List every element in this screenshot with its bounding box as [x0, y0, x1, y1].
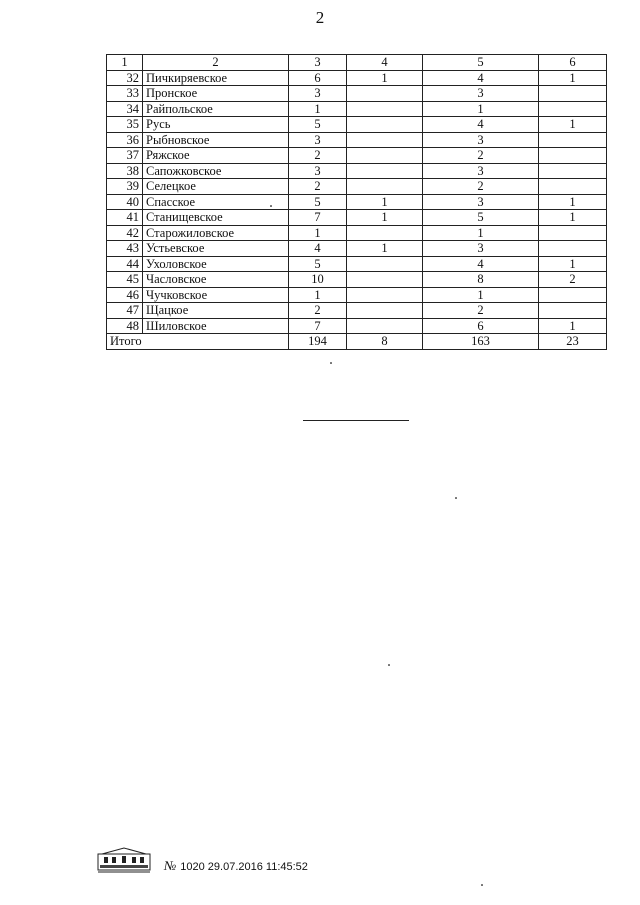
table-cell: 3 [423, 86, 539, 102]
table-cell [347, 256, 423, 272]
table-cell: 7 [289, 210, 347, 226]
table-cell: 1 [347, 70, 423, 86]
table-cell: 2 [539, 272, 607, 288]
table-cell: 1 [423, 225, 539, 241]
table-row [107, 86, 607, 102]
table-cell: Часловское [143, 272, 289, 288]
table-cell: 5 [289, 117, 347, 133]
table-cell: 1 [289, 101, 347, 117]
table-cell: 45 [107, 272, 143, 288]
table-cell [347, 101, 423, 117]
table-cell: 4 [423, 117, 539, 133]
table-cell: 36 [107, 132, 143, 148]
table-cell [539, 86, 607, 102]
table-cell: 1 [539, 256, 607, 272]
scan-speck [388, 664, 390, 666]
table-cell: 35 [107, 117, 143, 133]
table-cell: 2 [423, 303, 539, 319]
table-cell: Пронское [143, 86, 289, 102]
table-cell [539, 241, 607, 257]
table-cell: 5 [289, 194, 347, 210]
table-cell: 1 [347, 210, 423, 226]
total-cell: 23 [539, 334, 607, 350]
table-cell: 1 [423, 287, 539, 303]
header-cell: 6 [539, 55, 607, 71]
table-cell [347, 179, 423, 195]
page-number: 2 [315, 8, 325, 27]
table-cell: Щацкое [143, 303, 289, 319]
table-cell: 33 [107, 86, 143, 102]
table-header-row [107, 55, 607, 71]
table-cell: 2 [423, 148, 539, 164]
table-cell [347, 272, 423, 288]
table-cell: Русь [143, 117, 289, 133]
table-cell [347, 318, 423, 334]
table-row [107, 179, 607, 195]
table-cell: 5 [423, 210, 539, 226]
table-cell: 2 [423, 179, 539, 195]
table-cell: 10 [289, 272, 347, 288]
total-row [107, 334, 607, 350]
table-cell: 38 [107, 163, 143, 179]
table-cell: 40 [107, 194, 143, 210]
table-cell: 3 [423, 241, 539, 257]
table-cell: Чучковское [143, 287, 289, 303]
emblem-icon [96, 846, 152, 874]
table-cell: 47 [107, 303, 143, 319]
table-cell: Райпольское [143, 101, 289, 117]
table-row [107, 318, 607, 334]
header-cell: 5 [423, 55, 539, 71]
total-cell: 8 [347, 334, 423, 350]
table-cell [539, 225, 607, 241]
table-row [107, 303, 607, 319]
table-cell: Ряжское [143, 148, 289, 164]
table-cell: 39 [107, 179, 143, 195]
table-cell: 4 [423, 70, 539, 86]
stamp-text [164, 858, 308, 874]
table-row [107, 132, 607, 148]
table-cell: 37 [107, 148, 143, 164]
table-row [107, 194, 607, 210]
header-cell: 1 [107, 55, 143, 71]
scan-speck [455, 497, 457, 499]
table-cell: 4 [423, 256, 539, 272]
total-label: Итого [107, 334, 289, 350]
table-cell [539, 101, 607, 117]
table-cell: 5 [289, 256, 347, 272]
table-cell [539, 132, 607, 148]
table-cell: 8 [423, 272, 539, 288]
table-cell [347, 132, 423, 148]
table-row [107, 210, 607, 226]
table-cell: Старожиловское [143, 225, 289, 241]
table-cell: 3 [289, 163, 347, 179]
table-cell: 3 [423, 132, 539, 148]
table-cell: 1 [347, 241, 423, 257]
stamp-number-date: 1020 29.07.2016 11:45:52 [180, 861, 308, 873]
header-cell: 4 [347, 55, 423, 71]
table-cell: 3 [423, 163, 539, 179]
scan-speck [270, 205, 272, 207]
table-cell: 1 [539, 210, 607, 226]
separator-line [303, 420, 409, 421]
table-cell: 2 [289, 148, 347, 164]
table-cell: 1 [347, 194, 423, 210]
table-row [107, 256, 607, 272]
total-cell: 163 [423, 334, 539, 350]
table-cell: Устьевское [143, 241, 289, 257]
number-sign: № [164, 858, 177, 873]
table-cell: 1 [289, 287, 347, 303]
table-cell: 48 [107, 318, 143, 334]
table-cell [539, 303, 607, 319]
table-cell [539, 179, 607, 195]
table-cell [539, 287, 607, 303]
table-row [107, 163, 607, 179]
table-cell: 44 [107, 256, 143, 272]
table-cell: Рыбновское [143, 132, 289, 148]
table-cell: 3 [289, 132, 347, 148]
table-cell [347, 225, 423, 241]
scan-speck [330, 362, 332, 364]
table-cell: 6 [289, 70, 347, 86]
data-table [106, 54, 607, 350]
table-row [107, 241, 607, 257]
table-cell: 43 [107, 241, 143, 257]
table-cell: 1 [539, 117, 607, 133]
table-cell: Станищевское [143, 210, 289, 226]
table-cell: 6 [423, 318, 539, 334]
table-cell: 4 [289, 241, 347, 257]
table-cell: 2 [289, 179, 347, 195]
table-cell: 3 [289, 86, 347, 102]
table-cell: Селецкое [143, 179, 289, 195]
table-row [107, 148, 607, 164]
registration-stamp [96, 846, 336, 876]
table-cell: 7 [289, 318, 347, 334]
table-cell: 32 [107, 70, 143, 86]
table-cell: 3 [423, 194, 539, 210]
table-cell [347, 287, 423, 303]
header-cell: 3 [289, 55, 347, 71]
table-row [107, 70, 607, 86]
table-cell [539, 148, 607, 164]
table-row [107, 287, 607, 303]
table-cell: 46 [107, 287, 143, 303]
table-cell: Шиловское [143, 318, 289, 334]
table-row [107, 117, 607, 133]
table-cell: 1 [539, 70, 607, 86]
table-cell: 1 [539, 194, 607, 210]
table-cell [347, 86, 423, 102]
table-cell: Сапожковское [143, 163, 289, 179]
table-cell: 1 [539, 318, 607, 334]
table-row [107, 272, 607, 288]
table-row [107, 225, 607, 241]
header-cell: 2 [143, 55, 289, 71]
table-cell [347, 148, 423, 164]
table-cell: 41 [107, 210, 143, 226]
table-cell: 42 [107, 225, 143, 241]
table-cell: 2 [289, 303, 347, 319]
scan-speck [481, 884, 483, 886]
table-cell: Спасское [143, 194, 289, 210]
table-cell [347, 303, 423, 319]
table-cell: 1 [289, 225, 347, 241]
total-cell: 194 [289, 334, 347, 350]
table-cell [347, 163, 423, 179]
table-cell: 34 [107, 101, 143, 117]
table-cell: 1 [423, 101, 539, 117]
table-cell: Ухоловское [143, 256, 289, 272]
table-cell [539, 163, 607, 179]
table-body [107, 55, 607, 350]
table-row [107, 101, 607, 117]
table-cell [347, 117, 423, 133]
table-cell: Пичкиряевское [143, 70, 289, 86]
